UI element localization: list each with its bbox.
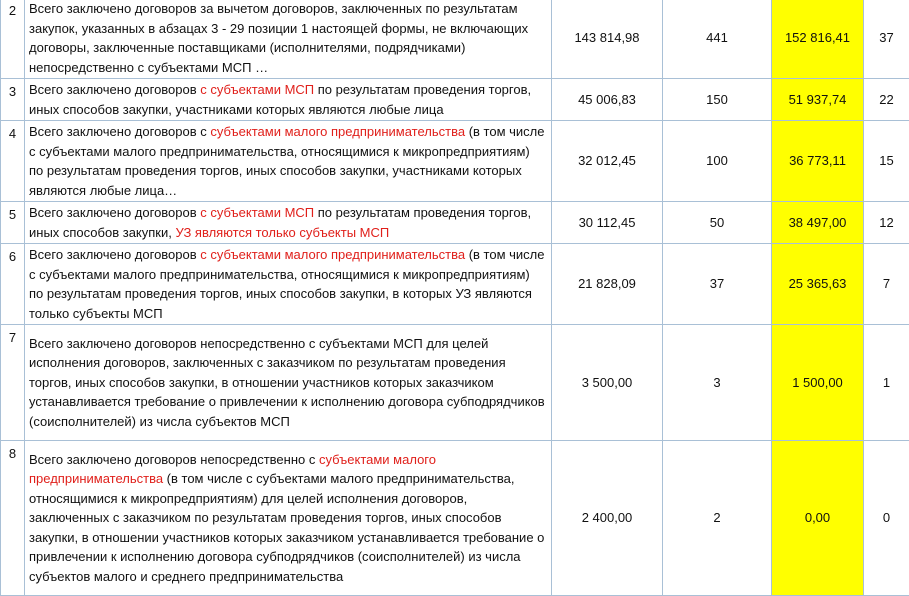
description-text: Всего заключено договоров непосредственно с [29,452,319,467]
description-text: Всего заключено договоров за вычетом договоров, заключенных по результатам закупок, указанных в абзацах 3 - 29 позиции 1 настоящей формы, не включающих договоры, заключенные поставщиками (исполнителями, подрядчиками) непосредственно с субъектами МСП … [29,1,528,75]
row-number: 5 [1,202,25,244]
highlighted-sum: 1 500,00 [772,325,864,441]
contract-count: 2 [663,441,772,596]
highlighted-term: субъектами малого предпринимательства [29,452,436,487]
contract-sum: 2 400,00 [552,441,663,596]
row-number: 4 [1,121,25,202]
description-text: Всего заключено договоров [29,247,200,262]
row-count: 37 [864,0,909,79]
contract-sum: 45 006,83 [552,79,663,121]
contract-count: 441 [663,0,772,79]
table-row [1,0,909,79]
description-text: по результатам проведения торгов, иных способов закупки, [29,205,531,240]
row-count: 1 [864,325,909,441]
table-row [1,121,909,202]
row-count: 7 [864,244,909,325]
row-number: 8 [1,441,25,596]
table-row [1,325,909,441]
highlighted-sum: 36 773,11 [772,121,864,202]
contract-count: 100 [663,121,772,202]
description-text: Всего заключено договоров [29,205,200,220]
row-count: 15 [864,121,909,202]
contract-count: 150 [663,79,772,121]
table-body [1,0,909,596]
description-text: Всего заключено договоров с [29,124,210,139]
row-description [25,325,552,441]
table-row [1,202,909,244]
contract-count: 3 [663,325,772,441]
contract-sum: 21 828,09 [552,244,663,325]
table-row [1,244,909,325]
highlighted-term: с субъектами малого предпринимательства [200,247,465,262]
description-text: по результатам проведения торгов, иных способов закупки, участниками которых являются любые лица [29,82,531,117]
highlighted-term: УЗ являются только субъекты МСП [175,225,389,240]
row-description [25,0,552,79]
highlighted-sum: 25 365,63 [772,244,864,325]
contract-sum: 143 814,98 [552,0,663,79]
highlighted-sum: 152 816,41 [772,0,864,79]
description-text: (в том числе с субъектами малого предпринимательства, относящимися к микропредприятиям) по результатам проведения торгов, иных способов закупки, в которых УЗ являются только субъекты МСП [29,247,545,321]
row-number: 6 [1,244,25,325]
highlighted-term: с субъектами МСП [200,205,314,220]
contract-count: 50 [663,202,772,244]
row-number: 7 [1,325,25,441]
contract-sum: 32 012,45 [552,121,663,202]
row-number: 3 [1,79,25,121]
description-text: Всего заключено договоров непосредственно с субъектами МСП для целей исполнения договоров, заключенных с заказчиком по результатам проведения торгов, иных способов закупки, в отношении участников которых заказчиком устанавливается требование о привлечении к исполнению договора субподрядчиков (соисполнителей) из числа субъектов МСП [29,336,545,429]
row-count: 0 [864,441,909,596]
row-description [25,441,552,596]
row-description [25,202,552,244]
row-description [25,244,552,325]
row-count: 22 [864,79,909,121]
description-text: (в том числе с субъектами малого предпринимательства, относящимися к микропредприятиям) для целей исполнения договоров, заключенных с заказчиком по результатам проведения торгов, иных способов закупки, в отношении участников которых заказчиком устанавливается требование о привлечении к исполнению договора субподрядчиков (соисполнителей) из числа субъектов малого и среднего предпринимательства [29,471,544,584]
row-description [25,79,552,121]
description-text: (в том числе с субъектами малого предпринимательства, относящимися к микропредприятиям) по результатам проведения торгов, иных способов закупки, участниками которых являются любые лица… [29,124,544,198]
contract-count: 37 [663,244,772,325]
highlighted-term: с субъектами МСП [200,82,314,97]
table-row [1,79,909,121]
highlighted-sum: 38 497,00 [772,202,864,244]
row-description [25,121,552,202]
description-text: Всего заключено договоров [29,82,200,97]
row-number: 2 [1,0,25,79]
highlighted-term: субъектами малого предпринимательства [210,124,465,139]
highlighted-sum: 0,00 [772,441,864,596]
table-row [1,441,909,596]
highlighted-sum: 51 937,74 [772,79,864,121]
contract-sum: 3 500,00 [552,325,663,441]
contract-sum: 30 112,45 [552,202,663,244]
row-count: 12 [864,202,909,244]
